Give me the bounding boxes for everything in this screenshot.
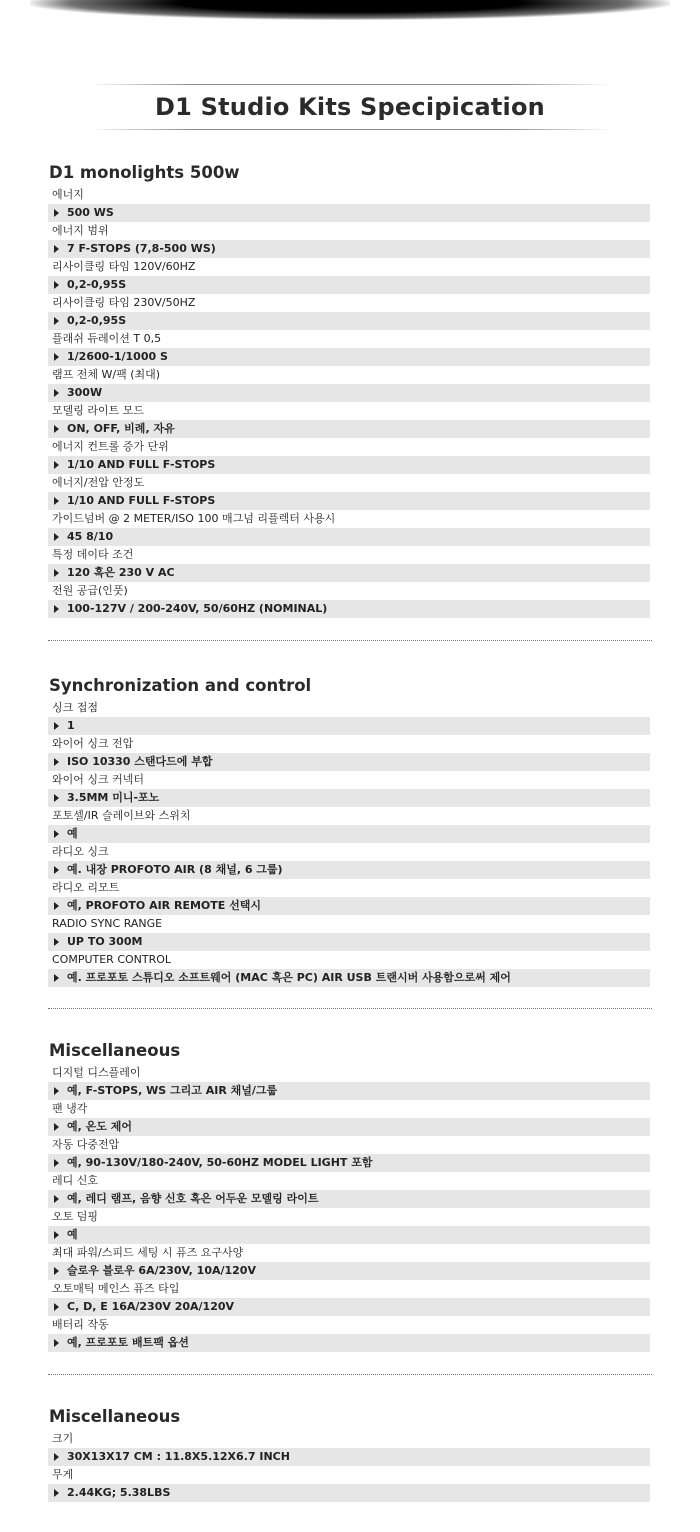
spec-label: 에너지/전압 안정도 [52, 476, 145, 489]
spec-value: 1 [67, 719, 75, 732]
section-miscellaneous-dimensions [48, 1405, 652, 1502]
section-synchronization [48, 674, 652, 987]
spec-value: ISO 10330 스탠다드에 부합 [67, 755, 213, 768]
spec-value-row [48, 456, 650, 474]
spec-value: 예. 프로포토 스튜디오 소프트웨어 (MAC 혹은 PC) AIR USB 트랜시버 사용함으로써 제어 [67, 971, 511, 984]
triangle-bullet-icon [54, 830, 59, 838]
spec-value-row [48, 492, 650, 510]
triangle-bullet-icon [54, 389, 59, 397]
triangle-bullet-icon [54, 866, 59, 874]
spec-value: UP TO 300M [67, 935, 143, 948]
spec-value-row [48, 1082, 650, 1100]
spec-label: 와이어 싱크 커넥터 [52, 773, 145, 786]
spec-label: 가이드넘버 @ 2 METER/ISO 100 매그넘 리플렉터 사용시 [52, 512, 336, 525]
spec-value-row [48, 717, 650, 735]
triangle-bullet-icon [54, 1159, 59, 1167]
spec-value: 예, 90-130V/180-240V, 50-60HZ MODEL LIGHT 포함 [67, 1156, 373, 1169]
spec-value: 2.44KG; 5.38LBS [67, 1486, 171, 1499]
spec-value: 예, 온도 제어 [67, 1120, 132, 1133]
spec-label: 에너지 범위 [52, 224, 109, 237]
spec-value-row [48, 1484, 650, 1502]
spec-value-row [48, 861, 650, 879]
spec-value-row [48, 204, 650, 222]
spec-label: 리사이클링 타임 120V/60HZ [52, 260, 196, 273]
spec-value-row [48, 897, 650, 915]
spec-list [48, 1064, 652, 1352]
spec-value-row [48, 1154, 650, 1172]
spec-value-row [48, 1298, 650, 1316]
spec-list [48, 186, 652, 618]
triangle-bullet-icon [54, 533, 59, 541]
spec-value-row [48, 969, 650, 987]
spec-value-row [48, 312, 650, 330]
spec-label: 크기 [52, 1432, 74, 1445]
section-divider [48, 640, 652, 641]
spec-value-row [48, 600, 650, 618]
spec-label: 최대 파워/스피드 세팅 시 퓨즈 요구사양 [52, 1246, 244, 1259]
triangle-bullet-icon [54, 605, 59, 613]
spec-list [48, 699, 652, 987]
triangle-bullet-icon [54, 425, 59, 433]
spec-label: 와이어 싱크 전압 [52, 737, 134, 750]
triangle-bullet-icon [54, 722, 59, 730]
spec-label: 싱크 접점 [52, 701, 99, 714]
spec-value: 예, 프로포토 배트팩 옵션 [67, 1336, 189, 1349]
top-shadow-decoration [30, 0, 670, 20]
spec-value-row [48, 753, 650, 771]
spec-value-row [48, 1190, 650, 1208]
spec-label: 레디 신호 [52, 1174, 99, 1187]
spec-value-row [48, 564, 650, 582]
spec-value: 1/2600-1/1000 S [67, 350, 168, 363]
spec-label: RADIO SYNC RANGE [52, 917, 163, 930]
spec-label: 전원 공급(인풋) [52, 584, 128, 597]
spec-label: 라디오 리모트 [52, 881, 120, 894]
spec-value-row [48, 1118, 650, 1136]
spec-value: 500 WS [67, 206, 114, 219]
title-rule-bottom [88, 129, 612, 130]
spec-label: 무게 [52, 1468, 74, 1481]
spec-label: 오토 덤핑 [52, 1210, 99, 1223]
spec-value: 1/10 AND FULL F-STOPS [67, 458, 216, 471]
spec-value: 예, PROFOTO AIR REMOTE 선택시 [67, 899, 261, 912]
section-monolights [48, 161, 652, 618]
spec-label: 특정 데이타 조건 [52, 548, 134, 561]
spec-value-row [48, 384, 650, 402]
spec-value: 예. 내장 PROFOTO AIR (8 채널, 6 그룹) [67, 863, 283, 876]
spec-list [48, 1430, 652, 1502]
spec-label: 에너지 컨트롤 증가 단위 [52, 440, 169, 453]
triangle-bullet-icon [54, 1489, 59, 1497]
triangle-bullet-icon [54, 1231, 59, 1239]
triangle-bullet-icon [54, 497, 59, 505]
spec-value-row [48, 825, 650, 843]
spec-label: 자동 다중전압 [52, 1138, 120, 1151]
spec-label: 배터리 작동 [52, 1318, 109, 1331]
section-title: D1 monolights 500w [49, 163, 240, 182]
triangle-bullet-icon [54, 1453, 59, 1461]
spec-value-row [48, 420, 650, 438]
triangle-bullet-icon [54, 794, 59, 802]
title-block [0, 84, 700, 132]
spec-value-row [48, 348, 650, 366]
spec-label: 오토매틱 메인스 퓨즈 타입 [52, 1282, 180, 1295]
spec-value-row [48, 789, 650, 807]
triangle-bullet-icon [54, 1195, 59, 1203]
triangle-bullet-icon [54, 1267, 59, 1275]
triangle-bullet-icon [54, 281, 59, 289]
spec-value: 3.5MM 미니-포노 [67, 791, 160, 804]
triangle-bullet-icon [54, 245, 59, 253]
spec-value: 30X13X17 CM : 11.8X5.12X6.7 INCH [67, 1450, 290, 1463]
section-divider [48, 1374, 652, 1375]
spec-label: 램프 전체 W/팩 (최대) [52, 368, 161, 381]
spec-value-row [48, 1334, 650, 1352]
spec-value: ON, OFF, 비례, 자유 [67, 422, 175, 435]
spec-value: 슬로우 블로우 6A/230V, 10A/120V [67, 1264, 256, 1277]
spec-value-row [48, 1448, 650, 1466]
triangle-bullet-icon [54, 461, 59, 469]
section-miscellaneous [48, 1039, 652, 1352]
spec-value: 7 F-STOPS (7,8-500 WS) [67, 242, 216, 255]
spec-value-row [48, 528, 650, 546]
spec-label: 에너지 [52, 188, 84, 201]
section-divider [48, 1008, 652, 1009]
spec-value: 120 혹은 230 V AC [67, 566, 175, 579]
spec-value: 예, 레디 램프, 음향 신호 혹은 어두운 모델링 라이트 [67, 1192, 319, 1205]
spec-label: 플래쉬 듀레이션 T 0,5 [52, 332, 162, 345]
triangle-bullet-icon [54, 938, 59, 946]
spec-value: 100-127V / 200-240V, 50/60HZ (NOMINAL) [67, 602, 328, 615]
spec-value-row [48, 1226, 650, 1244]
section-title: Miscellaneous [49, 1041, 181, 1060]
spec-value: 예, F-STOPS, WS 그리고 AIR 채널/그룹 [67, 1084, 278, 1097]
page-title: D1 Studio Kits Specipication [155, 93, 545, 121]
triangle-bullet-icon [54, 1087, 59, 1095]
triangle-bullet-icon [54, 758, 59, 766]
spec-label: 리사이클링 타임 230V/50HZ [52, 296, 196, 309]
spec-value: 1/10 AND FULL F-STOPS [67, 494, 216, 507]
spec-value: 45 8/10 [67, 530, 114, 543]
triangle-bullet-icon [54, 974, 59, 982]
spec-value-row [48, 933, 650, 951]
spec-value-row [48, 276, 650, 294]
spec-value: 예 [67, 827, 78, 840]
spec-value: 300W [67, 386, 103, 399]
spec-value: 0,2-0,95S [67, 314, 127, 327]
spec-value-row [48, 1262, 650, 1280]
spec-label: COMPUTER CONTROL [52, 953, 172, 966]
triangle-bullet-icon [54, 317, 59, 325]
triangle-bullet-icon [54, 569, 59, 577]
section-title: Miscellaneous [49, 1407, 181, 1426]
triangle-bullet-icon [54, 1123, 59, 1131]
spec-value: 0,2-0,95S [67, 278, 127, 291]
triangle-bullet-icon [54, 209, 59, 217]
triangle-bullet-icon [54, 353, 59, 361]
title-rule-top [88, 84, 612, 85]
spec-value-row [48, 240, 650, 258]
spec-value: 예 [67, 1228, 78, 1241]
section-title: Synchronization and control [49, 676, 312, 695]
spec-value: C, D, E 16A/230V 20A/120V [67, 1300, 235, 1313]
spec-label: 라디오 싱크 [52, 845, 109, 858]
triangle-bullet-icon [54, 902, 59, 910]
triangle-bullet-icon [54, 1303, 59, 1311]
triangle-bullet-icon [54, 1339, 59, 1347]
spec-label: 팬 냉각 [52, 1102, 88, 1115]
spec-label: 포토셀/IR 슬레이브와 스위치 [52, 809, 191, 822]
spec-label: 모델링 라이트 모드 [52, 404, 145, 417]
spec-label: 디지털 디스플레이 [52, 1066, 141, 1079]
